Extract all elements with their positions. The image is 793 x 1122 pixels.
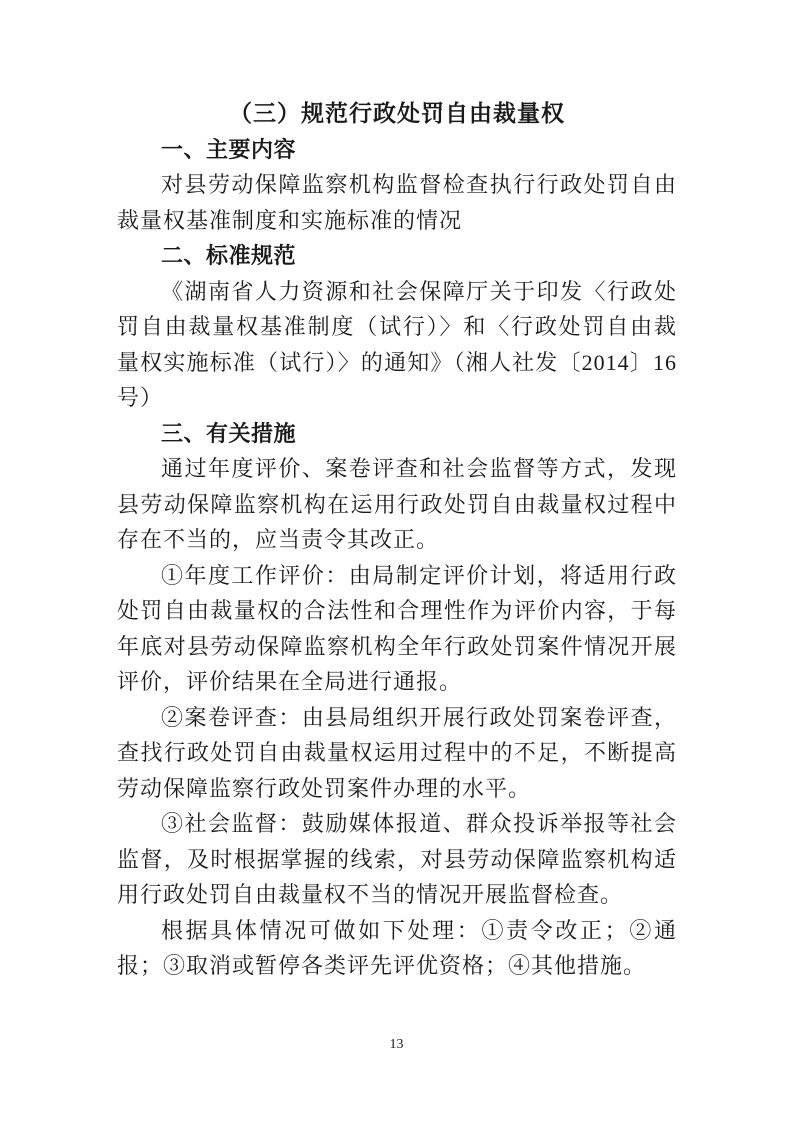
paragraph-annual-evaluation: ①年度工作评价：由局制定评价计划，将适用行政处罚自由裁量权的合法性和合理性作为评价内容，于每年底对县劳动保障监察机构全年行政处罚案件情况开展评价，评价结果在全局进行通报。	[117, 562, 677, 694]
section-heading-measures: 三、有关措施	[161, 420, 297, 446]
paragraph: 对县劳动保障监察机构监督检查执行行政处罚自由裁量权基准制度和实施标准的情况	[117, 172, 677, 233]
document-content	[117, 96, 677, 984]
section-heading-standards: 二、标准规范	[161, 243, 297, 268]
paragraph: 通过年度评价、案卷评查和社会监督等方式，发现县劳动保障监察机构在运用行政处罚自由裁量权过程中存在不当的，应当责令其改正。	[117, 456, 677, 552]
page-number: 13	[389, 1037, 404, 1052]
section-heading-main-content: 一、主要内容	[161, 136, 297, 162]
paragraph-handling-options: 根据具体情况可做如下处理：①责令改正；②通报；③取消或暂停各类评先评优资格；④其他措施。	[117, 917, 677, 978]
paragraph: 《湖南省人力资源和社会保障厅关于印发〈行政处罚自由裁量权基准制度（试行）〉和〈行政处罚自由裁量权实施标准（试行）〉的通知》（湘人社发〔2014〕16 号）	[117, 278, 677, 410]
document-title: （三）规范行政处罚自由裁量权	[229, 101, 565, 126]
paragraph-case-file-review: ②案卷评查：由县局组织开展行政处罚案卷评查，查找行政处罚自由裁量权运用过程中的不足，不断提高劳动保障监察行政处罚案件办理的水平。	[117, 704, 677, 801]
paragraph-social-supervision: ③社会监督：鼓励媒体报道、群众投诉举报等社会监督，及时根据掌握的线索，对县劳动保障监察机构适用行政处罚自由裁量权不当的情况开展监督检查。	[117, 811, 677, 907]
